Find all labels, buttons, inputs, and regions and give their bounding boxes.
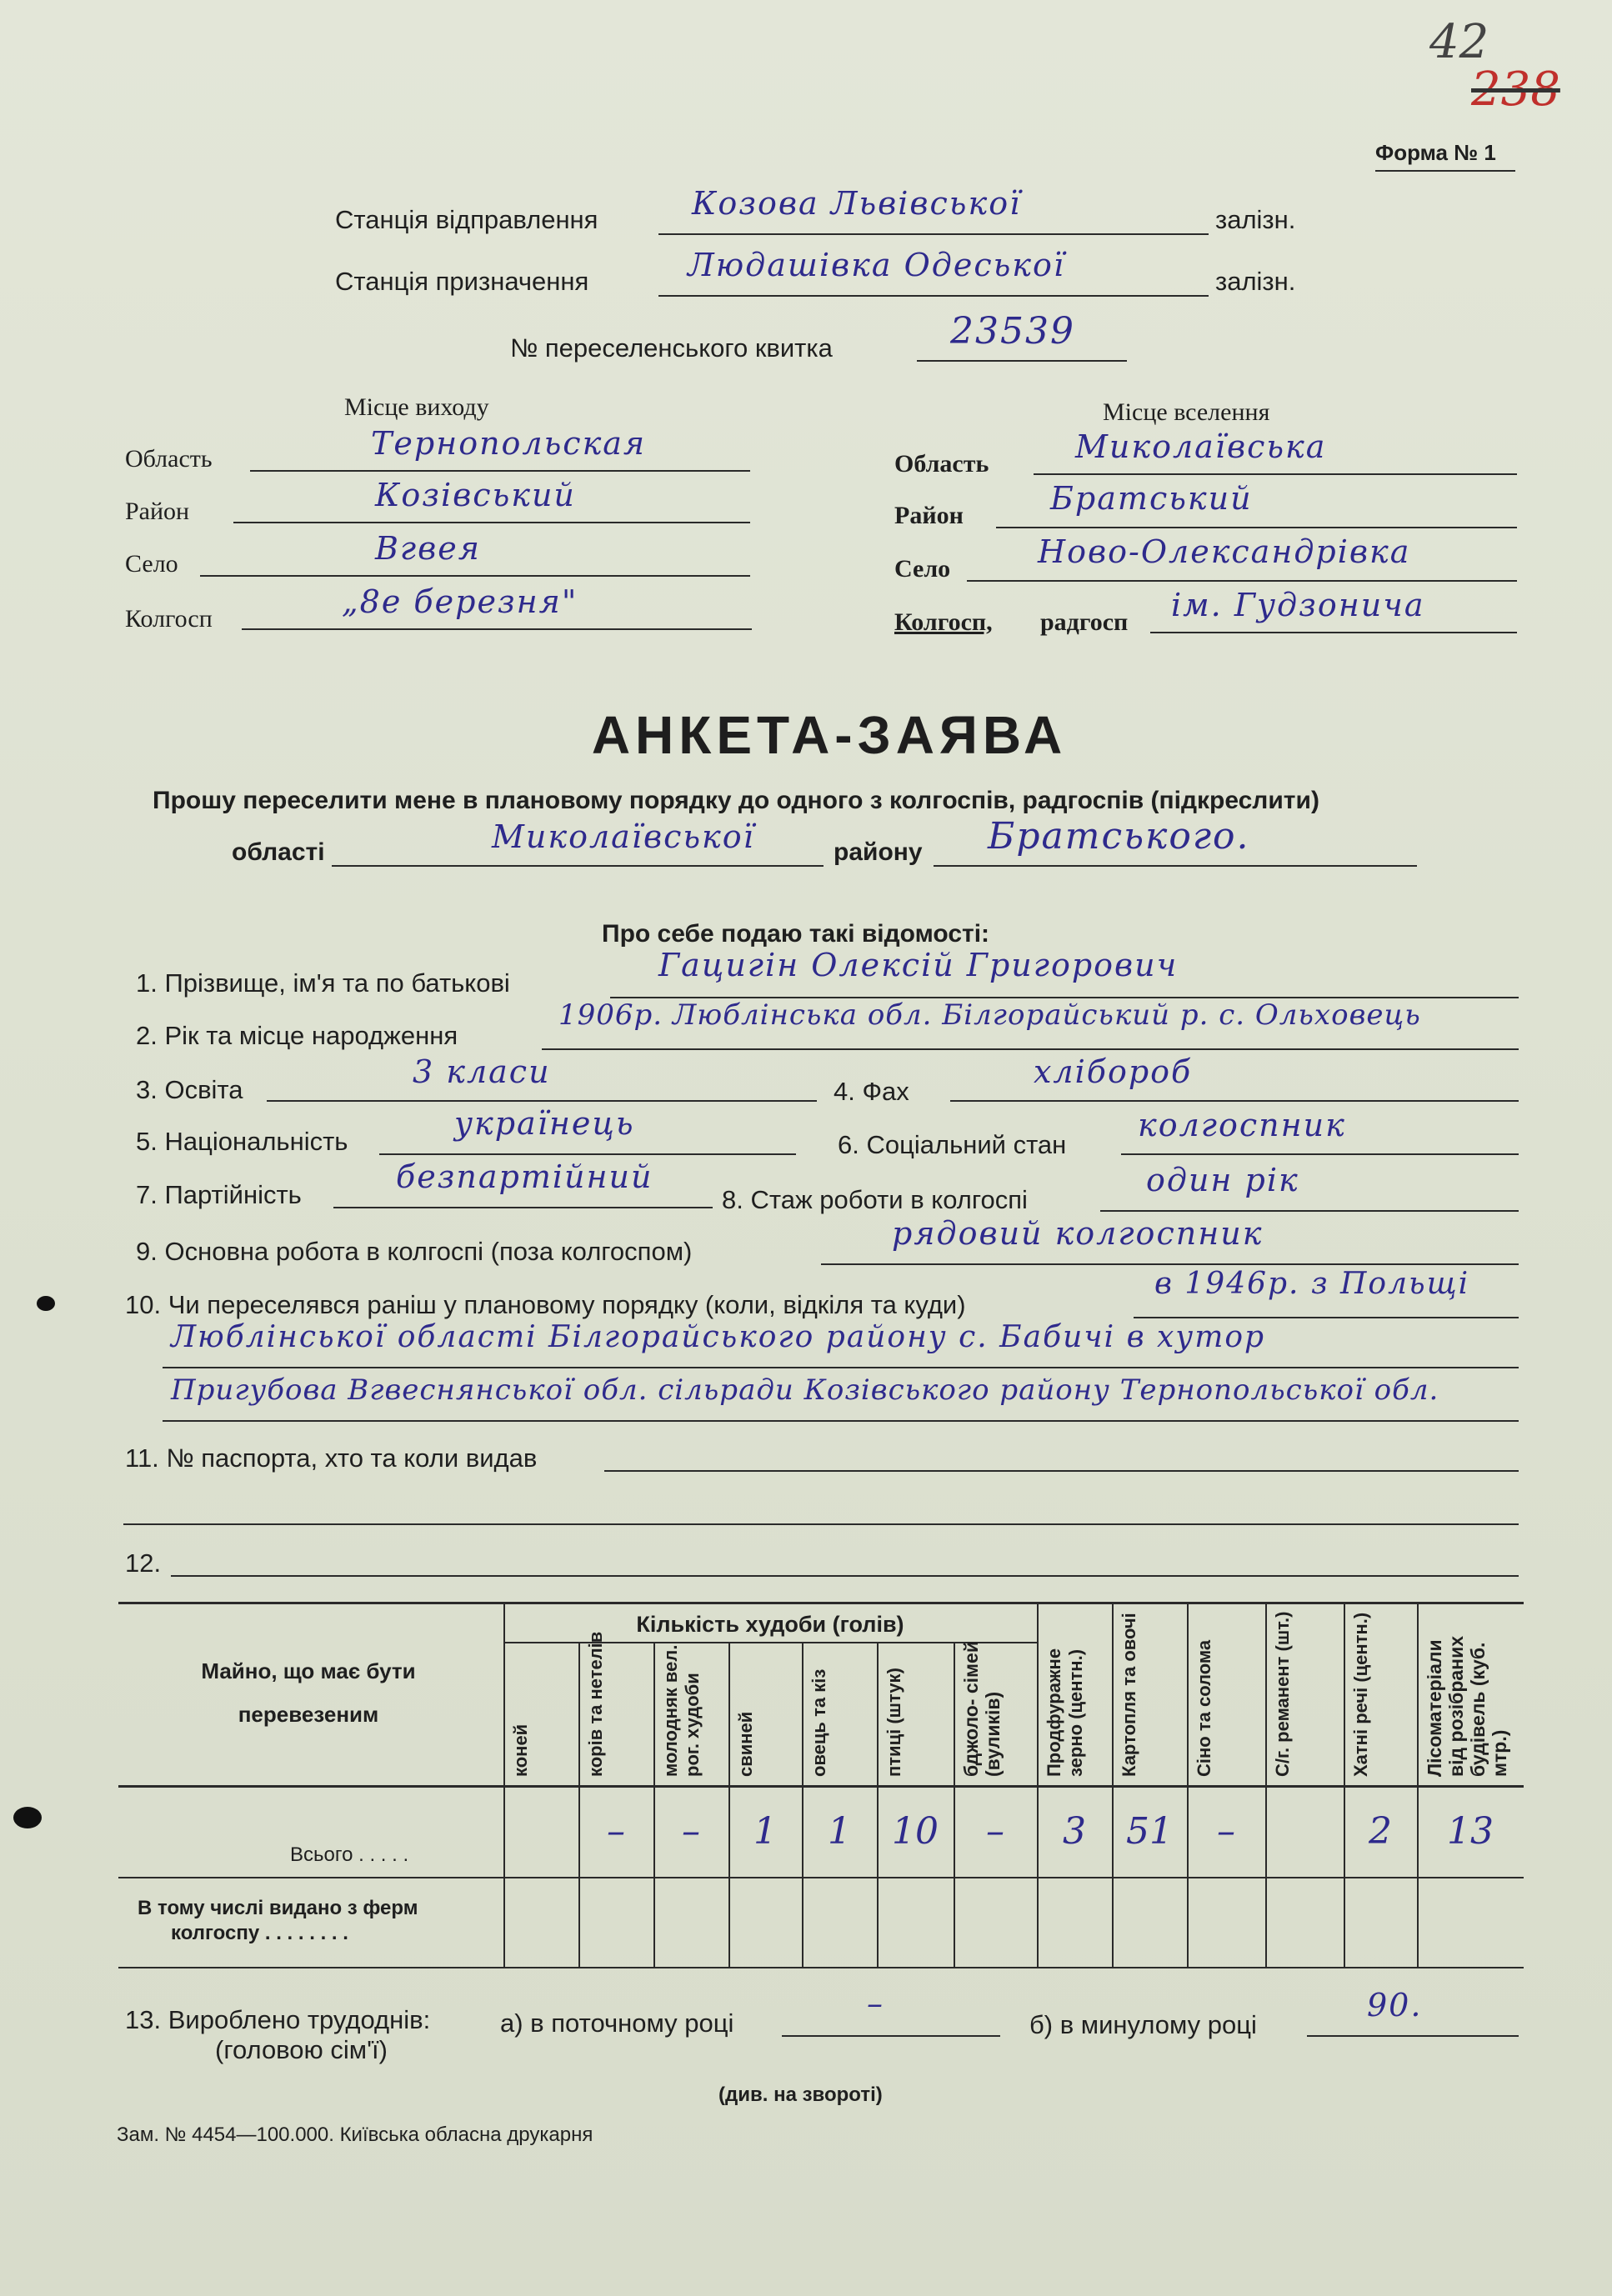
destination-kolgosp-line <box>1150 632 1517 633</box>
table-group-header: Кількість худоби (голів) <box>636 1612 904 1637</box>
workdays-label: 13. Вироблено трудоднів: <box>125 2005 431 2034</box>
table-column-header: бджоло- сімей (вуликів) <box>960 1641 1004 1777</box>
field-7-line <box>333 1207 713 1208</box>
field-3-value: 3 класи <box>413 1053 551 1090</box>
document-title: АНКЕТА-ЗАЯВА <box>591 705 1068 765</box>
table-row-header-2: перевезеним <box>238 1702 379 1727</box>
table-column-divider <box>578 1642 580 1967</box>
request-raion-label: району <box>834 838 923 866</box>
form-number-underline <box>1375 170 1515 172</box>
field-12-label: 12. <box>125 1548 162 1578</box>
origin-selo-line <box>200 575 750 577</box>
origin-raion-line <box>233 522 750 523</box>
table-column-divider <box>1417 1602 1419 1967</box>
table-column-divider <box>802 1642 803 1967</box>
origin-selo-value: Вгвея <box>375 530 481 567</box>
total-cell-value: 13 <box>1447 1810 1494 1853</box>
farm-row-label-1: В тому числі видано з ферм <box>138 1897 418 1919</box>
departure-label: Станція відправлення <box>335 205 598 234</box>
destination-oblast-value: Миколаївська <box>1075 428 1327 465</box>
field-4-value: хлібороб <box>1034 1053 1193 1090</box>
field-6-line <box>1121 1153 1519 1155</box>
destination-raion-line <box>996 527 1517 528</box>
workdays-current-value: – <box>867 1985 884 2022</box>
total-cell-value: – <box>607 1810 625 1853</box>
destination-selo-value: Ново-Олександрівка <box>1038 533 1411 570</box>
destination-station-label: Станція призначення <box>335 267 589 296</box>
origin-oblast-label: Область <box>125 445 213 473</box>
destination-kolgosp-label: Колгосп, <box>894 608 993 636</box>
origin-kolgosp-label: Колгосп <box>125 605 213 633</box>
see-back-note: (див. на звороті) <box>718 2083 883 2106</box>
field-7-label: 7. Партійність <box>136 1180 302 1209</box>
workdays-current-line <box>782 2035 1000 2037</box>
field-11-line-2 <box>123 1523 1519 1525</box>
old-archive-number: 238 <box>1471 63 1560 117</box>
punch-mark <box>37 1296 55 1311</box>
table-column-divider <box>1265 1602 1267 1967</box>
field-5-label: 5. Національність <box>136 1127 348 1156</box>
table-column-divider <box>728 1642 730 1967</box>
destination-oblast-label: Область <box>894 450 989 478</box>
field-4-label: 4. Фах <box>834 1077 909 1106</box>
punch-mark <box>13 1807 42 1828</box>
field-2-line <box>542 1048 1519 1050</box>
farm-row-label-2: колгоспу . . . . . . . . <box>171 1922 348 1944</box>
table-column-header: Продфуражне зерно (центн.) <box>1044 1648 1086 1777</box>
field-5-value: українець <box>454 1105 635 1142</box>
destination-oblast-line <box>1034 473 1517 475</box>
destination-radgosp-label: радгосп <box>1040 608 1129 636</box>
departure-line <box>658 233 1209 235</box>
total-cell-value: 2 <box>1369 1810 1392 1853</box>
total-cell-value: 10 <box>892 1810 939 1853</box>
table-column-header: свиней <box>735 1711 756 1777</box>
field-3-line <box>267 1100 817 1102</box>
workdays-sublabel: (головою сім'ї) <box>215 2035 388 2064</box>
field-10-line-3 <box>163 1420 1519 1422</box>
ticket-value: 23539 <box>950 310 1075 353</box>
table-column-header: коней <box>510 1723 531 1777</box>
form-number-label: Форма № 1 <box>1375 140 1496 165</box>
origin-kolgosp-value: „8е березня" <box>342 583 578 620</box>
field-12-line <box>171 1575 1519 1577</box>
table-row-header-1: Майно, що має бути <box>201 1658 416 1683</box>
workdays-current-label: а) в поточному році <box>500 2008 734 2038</box>
departure-suffix: залізн. <box>1215 205 1296 234</box>
total-cell-value: 51 <box>1126 1810 1173 1853</box>
request-raion-value: Братського. <box>988 815 1250 858</box>
destination-station-suffix: залізн. <box>1215 267 1296 296</box>
total-row-label: Всього . . . . . <box>290 1843 409 1866</box>
field-2-label: 2. Рік та місце народження <box>136 1021 458 1050</box>
origin-kolgosp-line <box>242 628 752 630</box>
field-9-label: 9. Основна робота в колгоспі (поза колгоспом) <box>136 1237 693 1266</box>
field-10-line-1 <box>1134 1317 1519 1318</box>
table-column-divider <box>653 1642 655 1967</box>
table-column-header: С/г. реманент (шт.) <box>1272 1611 1293 1777</box>
destination-raion-value: Братський <box>1050 480 1253 517</box>
field-3-label: 3. Освіта <box>136 1075 243 1104</box>
table-column-divider <box>503 1602 505 1967</box>
destination-selo-label: Село <box>894 555 951 583</box>
origin-oblast-line <box>250 470 750 472</box>
field-8-value: один рік <box>1146 1162 1299 1198</box>
field-10-value-3: Пригубова Вгвеснянської обл. сільради Козівського району Тернопольської обл. <box>171 1373 1439 1407</box>
field-8-line <box>1100 1210 1519 1212</box>
destination-heading: Місце вселення <box>1103 398 1270 426</box>
field-10-line-2 <box>163 1367 1519 1368</box>
table-column-header: овець та кіз <box>809 1668 829 1777</box>
table-column-header: Картопля та овочі <box>1119 1613 1139 1777</box>
origin-oblast-value: Тернопольская <box>371 425 647 462</box>
table-column-divider <box>1112 1602 1114 1967</box>
field-1-label: 1. Прізвище, ім'я та по батькові <box>136 968 510 998</box>
table-column-divider <box>1187 1602 1189 1967</box>
destination-kolgosp-value: ім. Гудзонича <box>1171 587 1425 623</box>
group-header-underline <box>503 1642 1037 1643</box>
total-cell-value: – <box>682 1810 700 1853</box>
total-cell-value: – <box>1217 1810 1235 1853</box>
field-2-value: 1906р. Люблінська обл. Білгорайський р. с. Ольховець <box>558 998 1421 1032</box>
destination-raion-label: Район <box>894 502 964 529</box>
field-9-line <box>821 1263 1519 1265</box>
workdays-last-line <box>1307 2035 1519 2037</box>
table-column-header: птиці (штук) <box>884 1668 904 1777</box>
field-11-label: 11. № паспорта, хто та коли видав <box>125 1443 538 1473</box>
table-column-divider <box>954 1642 955 1967</box>
table-column-header: корів та нетелів <box>585 1631 606 1777</box>
printer-imprint: Зам. № 4454—100.000. Київська обласна друкарня <box>117 2123 593 2146</box>
field-11-line-1 <box>604 1470 1519 1472</box>
total-cell-value: 3 <box>1063 1810 1086 1853</box>
field-10-value-1: в 1946р. з Польщі <box>1154 1267 1470 1301</box>
table-column-header: молодняк вел. рог. худоби <box>660 1644 703 1777</box>
departure-value: Козова Львівської <box>692 185 1022 222</box>
info-heading: Про себе подаю такі відомості: <box>602 920 990 948</box>
request-oblast-line <box>332 865 824 867</box>
total-cell-value: 1 <box>753 1810 777 1853</box>
field-6-value: колгоспник <box>1138 1107 1346 1143</box>
field-1-value: Гацигін Олексій Григорович <box>658 947 1179 983</box>
request-oblast-value: Миколаївської <box>492 818 755 855</box>
field-6-label: 6. Соціальний стан <box>838 1130 1067 1159</box>
origin-selo-label: Село <box>125 550 178 578</box>
table-column-divider <box>877 1642 879 1967</box>
destination-station-line <box>658 295 1209 297</box>
ticket-line <box>917 360 1127 362</box>
destination-station-value: Людашівка Одеської <box>688 247 1066 283</box>
request-oblast-label: області <box>232 838 325 866</box>
table-column-divider <box>1344 1602 1345 1967</box>
table-header-border <box>118 1785 1524 1788</box>
field-10-value-2: Люблінської області Білгорайського району с. Бабичі в хутор <box>171 1320 1266 1354</box>
field-8-label: 8. Стаж роботи в колгоспі <box>722 1185 1028 1214</box>
destination-selo-line <box>967 580 1517 582</box>
total-cell-value: 1 <box>828 1810 851 1853</box>
table-total-border <box>118 1877 1524 1878</box>
field-9-value: рядовий колгоспник <box>892 1215 1264 1252</box>
table-column-header: Хатні речі (центн.) <box>1350 1612 1371 1777</box>
table-column-header: Лісоматеріали від розібраних будівель (куб. мтр.) <box>1424 1635 1510 1777</box>
ticket-label: № переселенського квитка <box>510 333 833 363</box>
table-column-divider <box>1037 1602 1039 1967</box>
origin-raion-label: Район <box>125 498 190 525</box>
table-top-border <box>118 1602 1524 1604</box>
archive-number: 42 <box>1429 15 1489 69</box>
table-bottom-border <box>118 1967 1524 1968</box>
field-5-line <box>379 1153 796 1155</box>
workdays-last-label: б) в минулому році <box>1029 2010 1257 2039</box>
origin-raion-value: Козівський <box>375 477 576 513</box>
field-10-label: 10. Чи переселявся раніш у плановому порядку (коли, відкіля та куди) <box>125 1290 966 1319</box>
table-column-header: Сіно та солома <box>1194 1639 1214 1777</box>
field-4-line <box>950 1100 1519 1102</box>
total-cell-value: – <box>986 1810 1004 1853</box>
origin-heading: Місце виходу <box>344 393 489 421</box>
request-text: Прошу переселити мене в плановому порядку до одного з колгоспів, радгоспів (підкреслити) <box>153 787 1319 814</box>
field-7-value: безпартійний <box>396 1158 653 1195</box>
request-raion-line <box>934 865 1417 867</box>
workdays-last-value: 90. <box>1367 1987 1423 2023</box>
